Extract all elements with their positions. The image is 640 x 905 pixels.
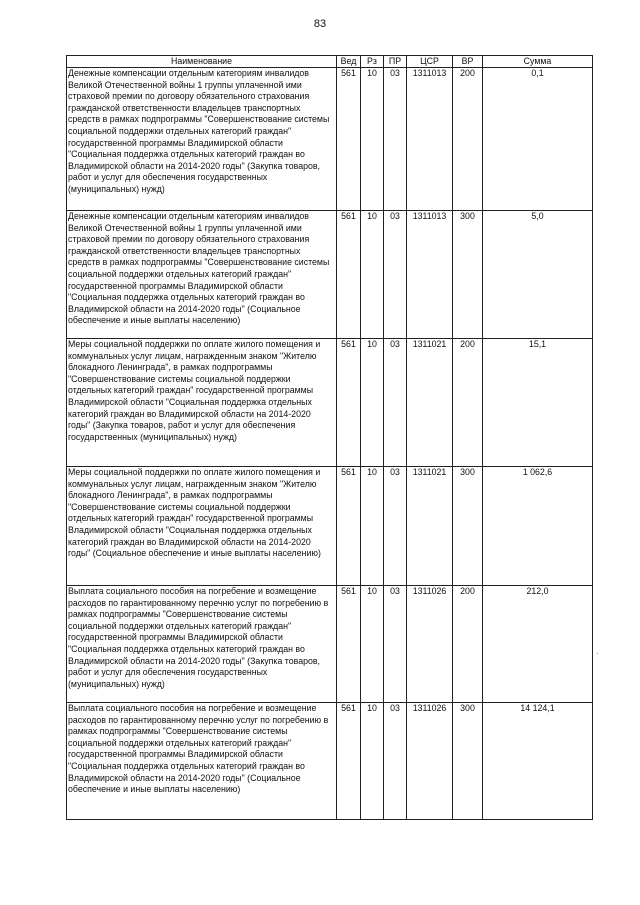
row-vr: 200 bbox=[453, 339, 483, 467]
row-ved: 561 bbox=[337, 586, 361, 703]
row-sum: 1 062,6 bbox=[483, 467, 593, 586]
page-number: 83 bbox=[313, 18, 327, 30]
row-sum: 0,1 bbox=[483, 68, 593, 211]
row-csr: 1311026 bbox=[407, 586, 453, 703]
table-row bbox=[67, 703, 593, 820]
row-name: Выплата социального пособия на погребение и возмещение расходов по гарантированному перечню услуг по погребению в рамках подпрограммы "Совершенствование системы социальной поддержки отдельных категорий граждан" государственной программы Владимирской области "Социальная поддержка отдельных категорий граждан во Владимирской области на 2014-2020 годы" (Закупка товаров, работ и услуг для обеспечения государственных (муниципальных) нужд) bbox=[67, 586, 337, 703]
row-rz: 10 bbox=[361, 339, 384, 467]
row-ved: 561 bbox=[337, 467, 361, 586]
table-row bbox=[67, 68, 593, 211]
header-pr: ПР bbox=[384, 56, 407, 68]
table-row bbox=[67, 586, 593, 703]
table-row bbox=[67, 339, 593, 467]
table-header-row bbox=[67, 56, 593, 68]
row-csr: 1311021 bbox=[407, 339, 453, 467]
row-pr: 03 bbox=[384, 703, 407, 820]
row-pr: 03 bbox=[384, 68, 407, 211]
row-rz: 10 bbox=[361, 467, 384, 586]
header-ved: Вед bbox=[337, 56, 361, 68]
header-name: Наименование bbox=[67, 56, 337, 68]
row-vr: 300 bbox=[453, 467, 483, 586]
row-name: Денежные компенсации отдельным категориям инвалидов Великой Отечественной войны 1 группы уплаченной ими страховой премии по договору обязательного страхования гражданской ответственности владельцев транспортных средств в рамках подпрограммы "Совершенствование системы социальной поддержки отдельных категорий граждан" государственной программы Владимирской области "Социальная поддержка отдельных категорий граждан во Владимирской области на 2014-2020 годы" (Закупка товаров, работ и услуг для обеспечения государственных (муниципальных) нужд) bbox=[67, 68, 337, 211]
row-vr: 300 bbox=[453, 211, 483, 339]
row-ved: 561 bbox=[337, 211, 361, 339]
header-rz: Рз bbox=[361, 56, 384, 68]
row-name: Меры социальной поддержки по оплате жилого помещения и коммунальных услуг лицам, награжденным знаком "Жителю блокадного Ленинграда", в рамках подпрограммы "Совершенствование системы социальной поддержки отдельных категорий граждан" государственной программы Владимирской области "Социальная поддержка отдельных категорий граждан во Владимирской области на 2014-2020 годы" (Закупка товаров, работ и услуг для обеспечения государственных (муниципальных) нужд) bbox=[67, 339, 337, 467]
row-rz: 10 bbox=[361, 211, 384, 339]
row-sum: 15,1 bbox=[483, 339, 593, 467]
row-name: Денежные компенсации отдельным категориям инвалидов Великой Отечественной войны 1 группы уплаченной ими страховой премии по договору обязательного страхования гражданской ответственности владельцев транспортных средств в рамках подпрограммы "Совершенствование системы социальной поддержки отдельных категорий граждан" государственной программы Владимирской области "Социальная поддержка отдельных категорий граждан во Владимирской области на 2014-2020 годы" (Социальное обеспечение и иные выплаты населению) bbox=[67, 211, 337, 339]
row-sum: 14 124,1 bbox=[483, 703, 593, 820]
header-vr: ВР bbox=[453, 56, 483, 68]
row-csr: 1311013 bbox=[407, 68, 453, 211]
row-rz: 10 bbox=[361, 703, 384, 820]
row-csr: 1311013 bbox=[407, 211, 453, 339]
row-pr: 03 bbox=[384, 467, 407, 586]
scan-speck bbox=[597, 653, 598, 654]
row-csr: 1311021 bbox=[407, 467, 453, 586]
header-csr: ЦСР bbox=[407, 56, 453, 68]
row-sum: 212,0 bbox=[483, 586, 593, 703]
row-ved: 561 bbox=[337, 339, 361, 467]
row-pr: 03 bbox=[384, 211, 407, 339]
row-pr: 03 bbox=[384, 586, 407, 703]
table-row bbox=[67, 211, 593, 339]
row-pr: 03 bbox=[384, 339, 407, 467]
row-vr: 300 bbox=[453, 703, 483, 820]
row-vr: 200 bbox=[453, 586, 483, 703]
row-sum: 5,0 bbox=[483, 211, 593, 339]
header-sum: Сумма bbox=[483, 56, 593, 68]
row-rz: 10 bbox=[361, 68, 384, 211]
row-csr: 1311026 bbox=[407, 703, 453, 820]
table-row bbox=[67, 467, 593, 586]
row-name: Меры социальной поддержки по оплате жилого помещения и коммунальных услуг лицам, награжденным знаком "Жителю блокадного Ленинграда", в рамках подпрограммы "Совершенствование системы социальной поддержки отдельных категорий граждан" государственной программы Владимирской области "Социальная поддержка отдельных категорий граждан во Владимирской области на 2014-2020 годы" (Социальное обеспечение и иные выплаты населению) bbox=[67, 467, 337, 586]
row-ved: 561 bbox=[337, 703, 361, 820]
row-vr: 200 bbox=[453, 68, 483, 211]
row-ved: 561 bbox=[337, 68, 361, 211]
row-name: Выплата социального пособия на погребение и возмещение расходов по гарантированному перечню услуг по погребению в рамках подпрограммы "Совершенствование системы социальной поддержки отдельных категорий граждан" государственной программы Владимирской области "Социальная поддержка отдельных категорий граждан во Владимирской области на 2014-2020 годы" (Социальное обеспечение и иные выплаты населению) bbox=[67, 703, 337, 820]
budget-table bbox=[66, 55, 593, 820]
row-rz: 10 bbox=[361, 586, 384, 703]
